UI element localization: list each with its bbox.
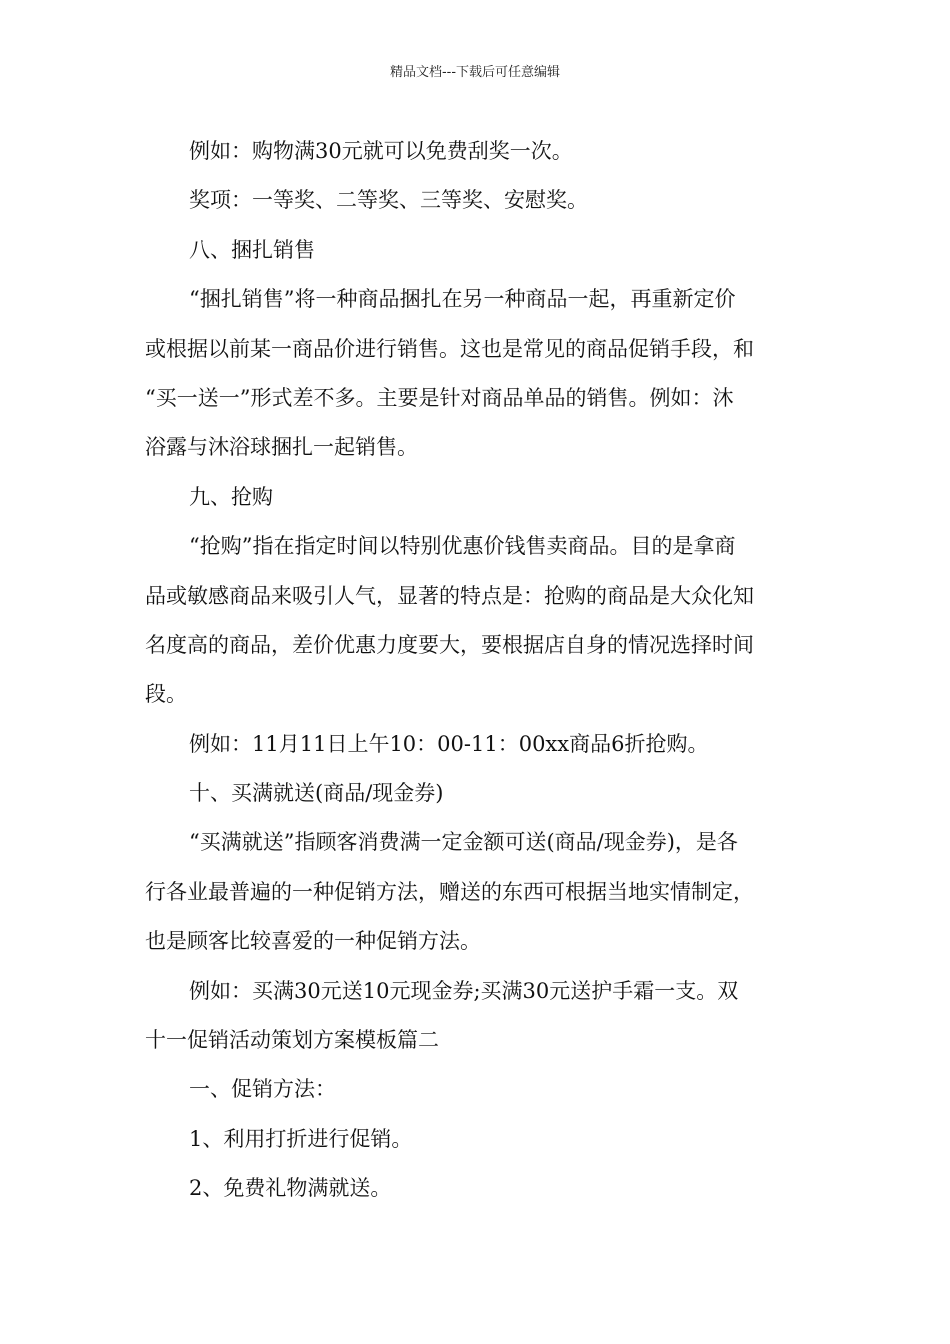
page-header: 精品文档---下载后可任意编辑 [389,65,561,80]
section-heading: 九、抢购 [189,484,273,509]
section-heading: 一、促销方法： [189,1077,336,1102]
text-line: 段。 [145,682,187,707]
text-line: 例如：买满30元送10元现金券;买满30元送护手霜一支。双 [189,978,739,1003]
text-line: 例如：购物满30元就可以免费刮奖一次。 [189,139,573,163]
text-line: 例如：11月11日上午10：00-11：00xx商品6折抢购。 [189,731,709,756]
text-line: 行各业最普遍的一种促销方法，赠送的东西可根据当地实情制定， [145,879,754,904]
text-line: 或根据以前某一商品价进行销售。这也是常见的商品促销手段，和 [145,336,754,361]
section-heading: 八、捆扎销售 [189,237,315,262]
text-line: 浴露与沐浴球捆扎一起销售。 [145,435,418,460]
list-item: 1、利用打折进行促销。 [189,1126,413,1151]
text-line: “抢购”指在指定时间以特别优惠价钱售卖商品。目的是拿商 [189,534,736,559]
text-line: 十一促销活动策划方案模板篇二 [145,1028,439,1053]
text-line: 品或敏感商品来吸引人气，显著的特点是：抢购的商品是大众化知 [145,583,754,608]
text-line: 名度高的商品，差价优惠力度要大，要根据店自身的情况选择时间 [145,632,754,657]
section-heading: 十、买满就送(商品/现金券) [189,781,444,806]
text-line: “捆扎销售”将一种商品捆扎在另一种商品一起，再重新定价 [189,287,736,312]
text-line: 也是顾客比较喜爱的一种促销方法。 [145,929,481,954]
list-item: 2、免费礼物满就送。 [189,1176,392,1201]
text-line: “买满就送”指顾客消费满一定金额可送(商品/现金券)，是各 [189,830,738,855]
document-body [145,127,810,1214]
text-line: “买一送一”形式差不多。主要是针对商品单品的销售。例如：沐 [145,385,734,410]
text-line: 奖项：一等奖、二等奖、三等奖、安慰奖。 [189,188,588,213]
